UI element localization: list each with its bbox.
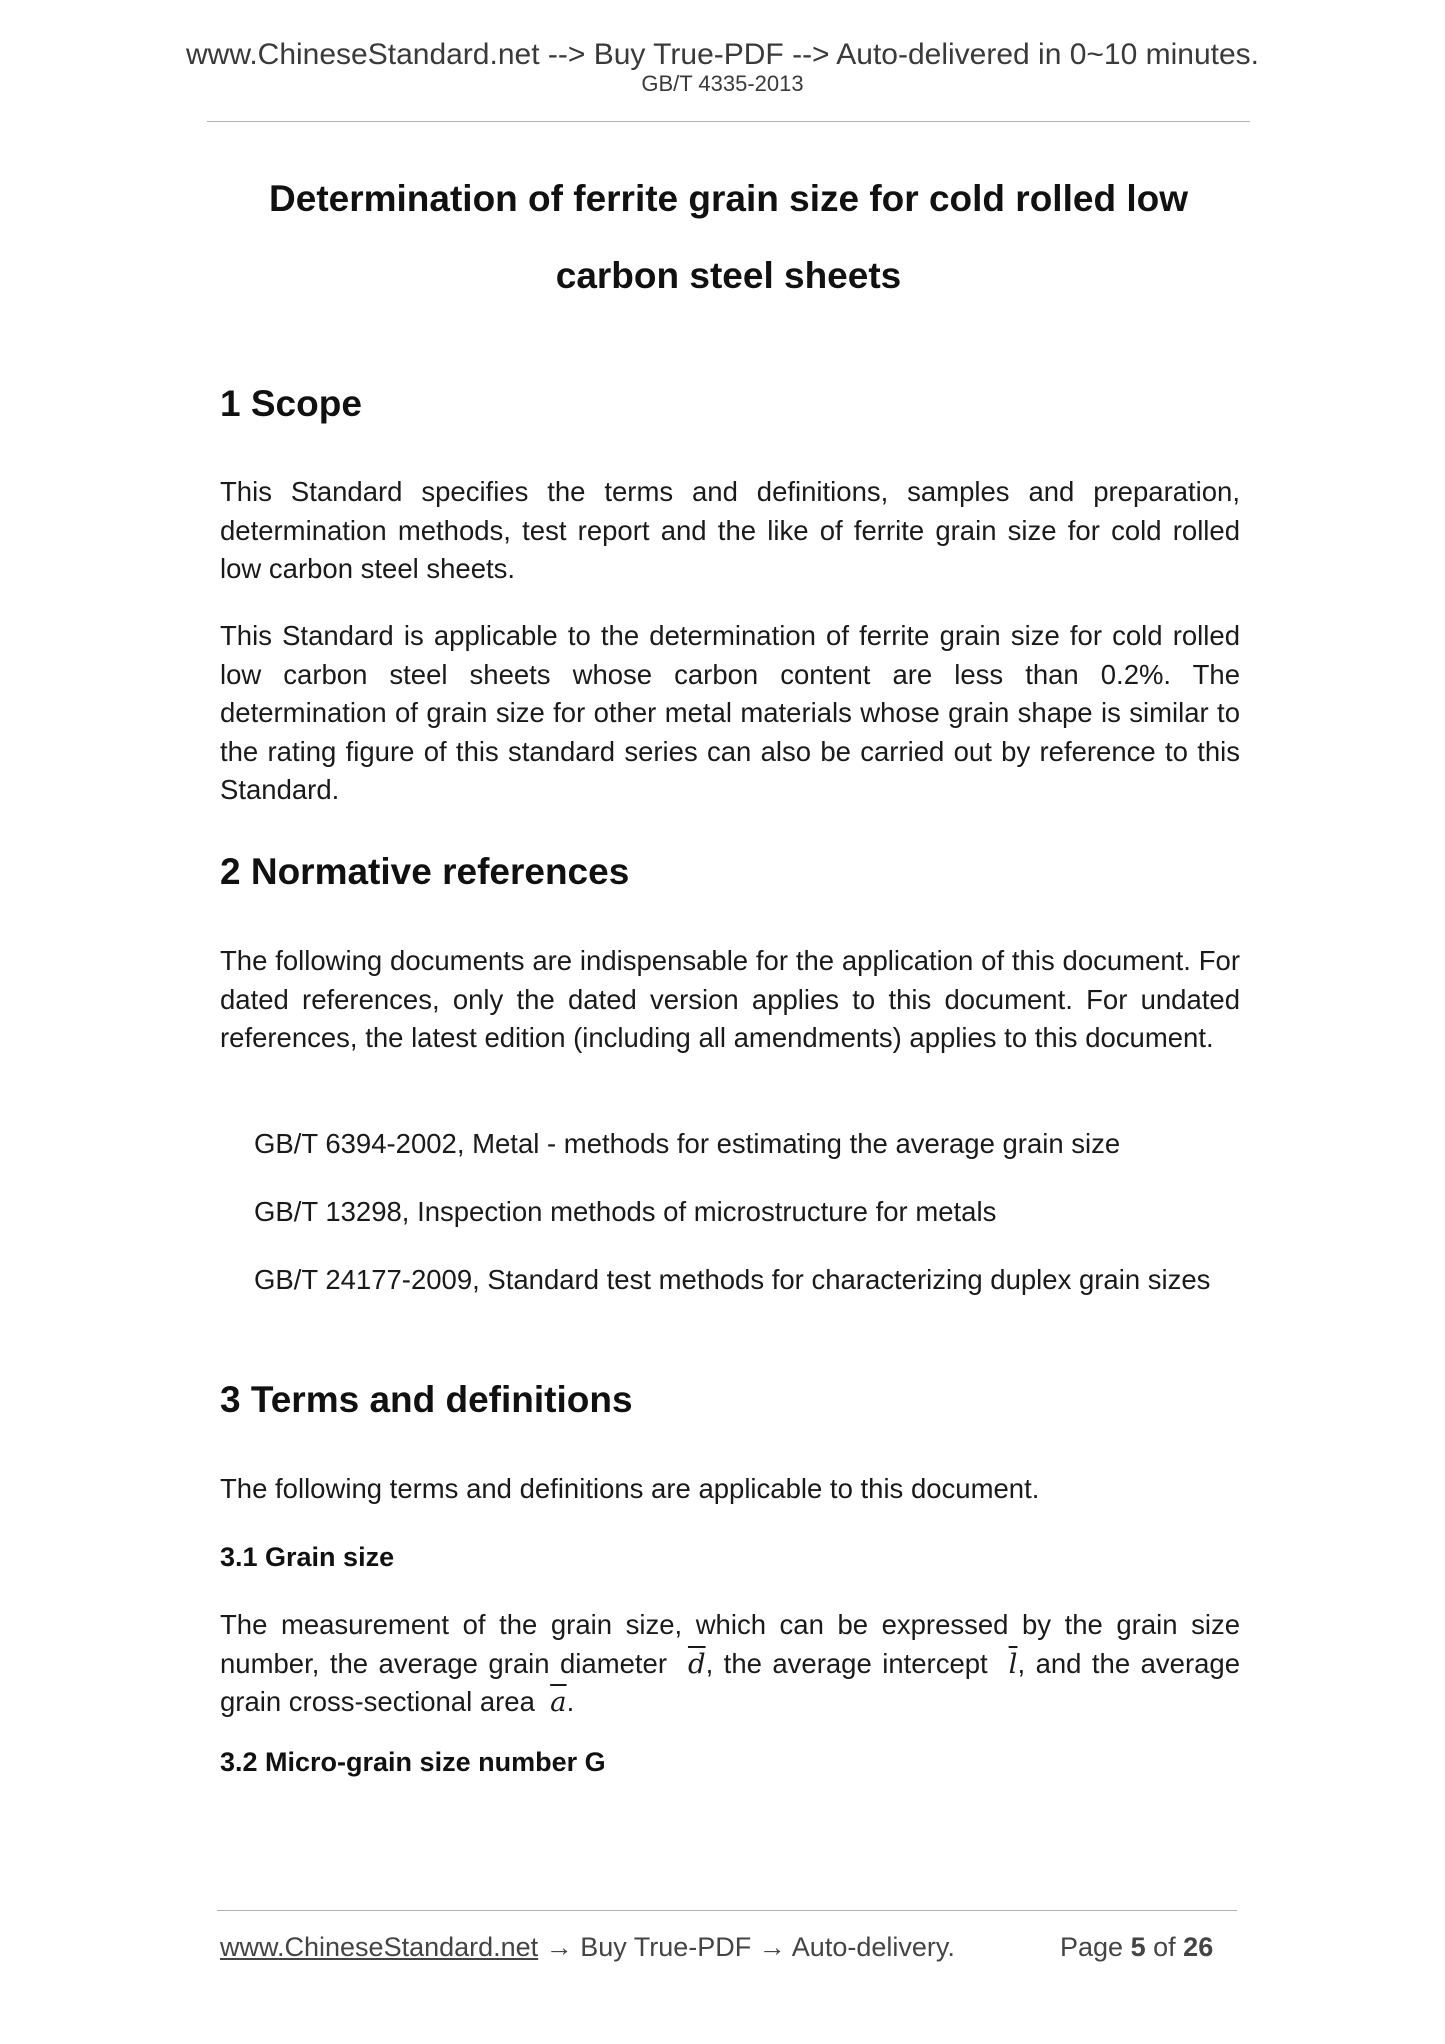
section-2-paragraph: The following documents are indispensable for the application of this document. For dated references, only the dated version applies to this document. For undated references, the latest edition (including all amendments) applies to this document. — [220, 945, 1240, 1053]
term-3-1-text-part-2: , the average intercept — [705, 1647, 988, 1679]
term-3-2-heading: 3.2 Micro-grain size number G — [220, 1747, 606, 1777]
average-intercept-symbol: $\overline{l}$ — [1008, 1647, 1018, 1680]
section-1-heading: 1 Scope — [220, 383, 362, 424]
term-3-1-heading: 3.1 Grain size — [220, 1542, 395, 1572]
section-3-heading: 3 Terms and definitions — [220, 1379, 633, 1420]
footer-buy-text: Buy True-PDF — [580, 1932, 752, 1962]
standard-code: GB/T 4335-2013 — [641, 71, 804, 96]
reference-item-1: GB/T 6394-2002, Metal - methods for estimating the average grain size — [254, 1128, 1121, 1159]
header-divider — [207, 121, 1250, 122]
page-indicator — [1060, 1930, 1213, 1964]
section-1-paragraph-2: This Standard is applicable to the determination of ferrite grain size for cold rolled low carbon steel sheets whose carbon content are less than 0.2%. The determination of grain size for other metal materials whose grain shape is similar to the rating figure of this standard series can also be carried out by reference to this Standard. — [220, 620, 1240, 805]
page-number: 5 — [1130, 1932, 1146, 1962]
of-label: of — [1153, 1932, 1176, 1962]
footer-divider — [217, 1910, 1237, 1911]
header-banner: www.ChineseStandard.net --> Buy True-PDF --> Auto-delivered in 0~10 minutes. — [185, 38, 1260, 71]
section-3-intro: The following terms and definitions are applicable to this document. — [220, 1473, 1040, 1504]
footer-delivery-text: Auto-delivery. — [791, 1932, 955, 1962]
section-2-heading: 2 Normative references — [220, 851, 630, 892]
average-area-symbol: $\overline{a}$ — [550, 1686, 567, 1718]
page-label: Page — [1060, 1932, 1124, 1962]
document-title-line-2: carbon steel sheets — [555, 255, 902, 296]
reference-item-3: GB/T 24177-2009, Standard test methods for characterizing duplex grain sizes — [254, 1264, 1211, 1295]
term-3-1-text-part-4: . — [566, 1686, 575, 1717]
term-3-1-text-part-1: The measurement of the grain size, which can be expressed by the grain size number, the average grain diameter — [220, 1609, 1240, 1679]
footer-arrow-icon: → — [545, 1932, 573, 1962]
term-3-1-text-part-3: , and the average grain cross-sectional area — [220, 1647, 1240, 1717]
section-1-paragraph-1: This Standard specifies the terms and definitions, samples and preparation, determination methods, test report and the like of ferrite grain size for cold rolled low carbon steel sheets. — [220, 476, 1240, 584]
reference-item-2: GB/T 13298, Inspection methods of microstructure for metals — [254, 1196, 997, 1227]
footer-arrow-icon: → — [758, 1932, 786, 1962]
average-diameter-symbol: $\overline{d}$ — [687, 1647, 706, 1680]
footer-links — [220, 1930, 955, 1964]
term-3-1-definition — [220, 1606, 1240, 1722]
footer-site-link[interactable]: www.ChineseStandard.net — [220, 1932, 539, 1962]
document-title — [207, 160, 1250, 314]
total-pages: 26 — [1183, 1932, 1214, 1962]
document-title-line-1: Determination of ferrite grain size for cold rolled low — [269, 178, 1188, 219]
